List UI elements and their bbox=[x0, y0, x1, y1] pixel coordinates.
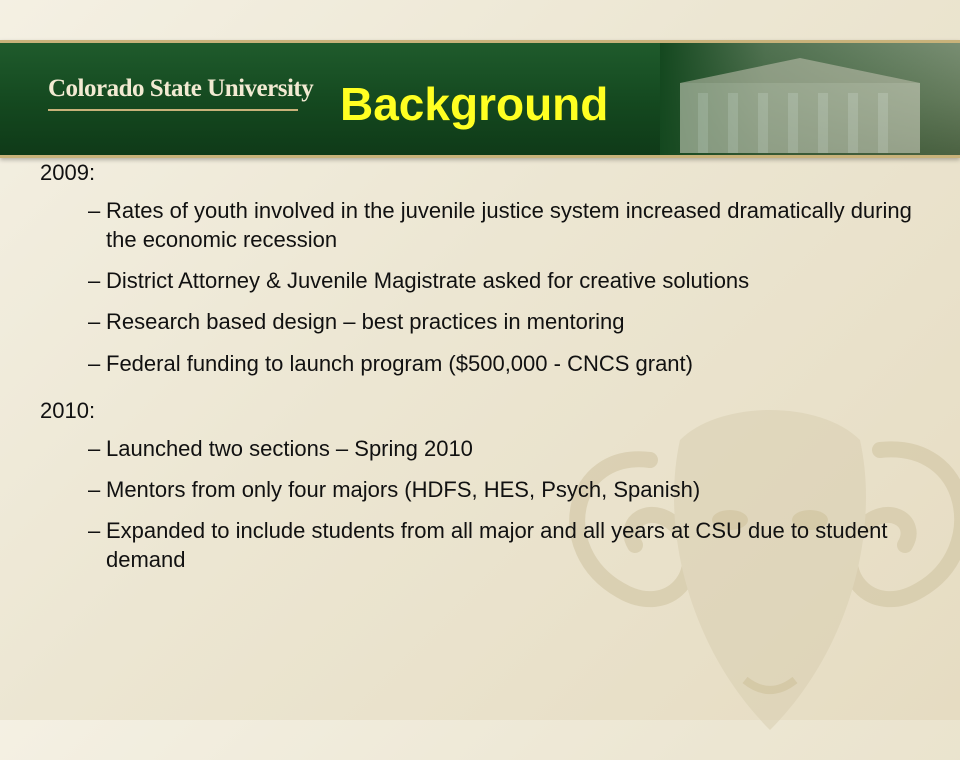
building-illustration bbox=[680, 53, 920, 153]
slide-content bbox=[40, 160, 920, 586]
dash-bullet: – bbox=[88, 435, 101, 461]
section-2010 bbox=[40, 398, 920, 575]
section-year: 2009: bbox=[40, 160, 96, 185]
section-2009 bbox=[40, 160, 920, 378]
list-item bbox=[40, 266, 920, 295]
list-item bbox=[40, 307, 920, 336]
list-item-text: Launched two sections – Spring 2010 bbox=[106, 435, 473, 461]
slide-title: Background bbox=[340, 78, 609, 130]
list-item-text: Rates of youth involved in the juvenile justice system increased dramatically during the economic recession bbox=[106, 198, 912, 253]
list-item-text: Federal funding to launch program ($500,000 - CNCS grant) bbox=[106, 350, 693, 376]
banner-photo bbox=[660, 43, 960, 155]
list-item bbox=[40, 349, 920, 378]
bullet-list bbox=[40, 196, 920, 377]
dash-bullet: – bbox=[88, 350, 101, 376]
section-year: 2010: bbox=[40, 397, 96, 423]
dash-bullet: – bbox=[88, 518, 101, 543]
list-item bbox=[40, 475, 920, 504]
list-item-text: Research based design – best practices in mentoring bbox=[106, 309, 625, 335]
dash-bullet: – bbox=[88, 198, 101, 224]
list-item bbox=[40, 434, 920, 463]
header-banner bbox=[0, 40, 960, 158]
logo-underline bbox=[48, 109, 298, 111]
dash-bullet: – bbox=[88, 309, 101, 335]
list-item-text: Mentors from only four majors (HDFS, HES, Psych, Spanish) bbox=[106, 476, 701, 502]
bullet-list bbox=[40, 434, 920, 574]
csu-logo: Colorado State University bbox=[48, 75, 314, 102]
dash-bullet: – bbox=[88, 268, 101, 294]
list-item-text: Expanded to include students from all major and all years at CSU due to student demand bbox=[106, 518, 888, 573]
dash-bullet: – bbox=[88, 476, 101, 502]
list-item bbox=[40, 516, 920, 574]
list-item-text: District Attorney & Juvenile Magistrate asked for creative solutions bbox=[106, 268, 750, 294]
list-item bbox=[40, 196, 920, 254]
